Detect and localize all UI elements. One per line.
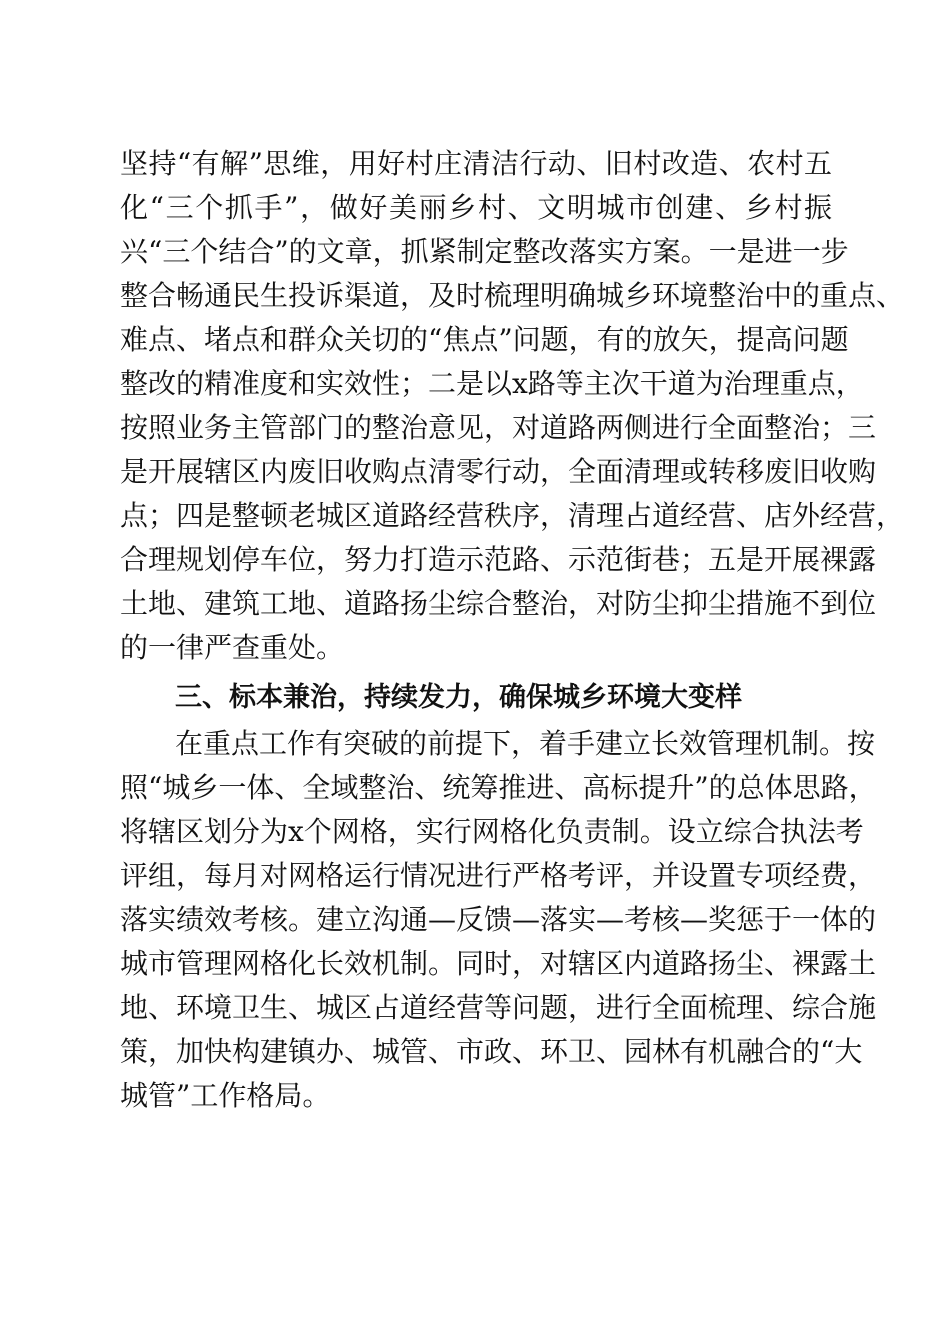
paragraph-1-line-9: 点；四是整顿老城区道路经营秩序，清理占道经营、店外经营， xyxy=(120,499,905,532)
paragraph-2-line-9: 城管”工作格局。 xyxy=(120,1079,331,1112)
paragraph-1-line-10: 合理规划停车位，努力打造示范路、示范街巷；五是开展裸露 xyxy=(120,543,877,576)
paragraph-1-line-6: 整改的精准度和实效性；二是以x路等主次干道为治理重点， xyxy=(120,367,864,400)
paragraph-2-line-5: 落实绩效考核。建立沟通—反馈—落实—考核—奖惩于一体的 xyxy=(120,903,877,936)
paragraph-2-line-6: 城市管理网格化长效机制。同时，对辖区内道路扬尘、裸露土 xyxy=(120,947,877,980)
paragraph-2-line-4: 评组，每月对网格运行情况进行严格考评，并设置专项经费， xyxy=(120,859,877,892)
paragraph-2-line-7: 地、环境卫生、城区占道经营等问题，进行全面梳理、综合施 xyxy=(120,991,877,1024)
paragraph-2-line-3: 将辖区划分为x个网格，实行网格化负责制。设立综合执法考 xyxy=(120,815,864,848)
paragraph-2-line-2: 照“城乡一体、全域整治、统筹推进、高标提升”的总体思路， xyxy=(120,771,877,804)
paragraph-1-line-5: 难点、堵点和群众关切的“焦点”问题，有的放矢，提高问题 xyxy=(120,323,849,356)
paragraph-1-line-4: 整合畅通民生投诉渠道，及时梳理明确城乡环境整治中的重点、 xyxy=(120,279,905,312)
paragraph-1-line-1: 坚持“有解”思维，用好村庄清洁行动、旧村改造、农村五 xyxy=(120,147,832,180)
paragraph-1-line-8: 是开展辖区内废旧收购点清零行动，全面清理或转移废旧收购 xyxy=(120,455,877,488)
paragraph-1-line-11: 土地、建筑工地、道路扬尘综合整治，对防尘抑尘措施不到位 xyxy=(120,587,877,620)
section-3-heading: 三、标本兼治，持续发力，确保城乡环境大变样 xyxy=(175,682,742,713)
paragraph-1-line-3: 兴“三个结合”的文章，抓紧制定整改落实方案。一是进一步 xyxy=(120,235,849,268)
paragraph-2-line-1: 在重点工作有突破的前提下，着手建立长效管理机制。按 xyxy=(175,727,876,760)
paragraph-1-line-12: 的一律严查重处。 xyxy=(120,631,345,664)
paragraph-2-line-8: 策，加快构建镇办、城管、市政、环卫、园林有机融合的“大 xyxy=(120,1035,863,1068)
paragraph-1-line-7: 按照业务主管部门的整治意见，对道路两侧进行全面整治；三 xyxy=(120,411,877,444)
paragraph-1-line-2: 化“三个抓手”，做好美丽乡村、文明城市创建、乡村振 xyxy=(120,191,832,224)
